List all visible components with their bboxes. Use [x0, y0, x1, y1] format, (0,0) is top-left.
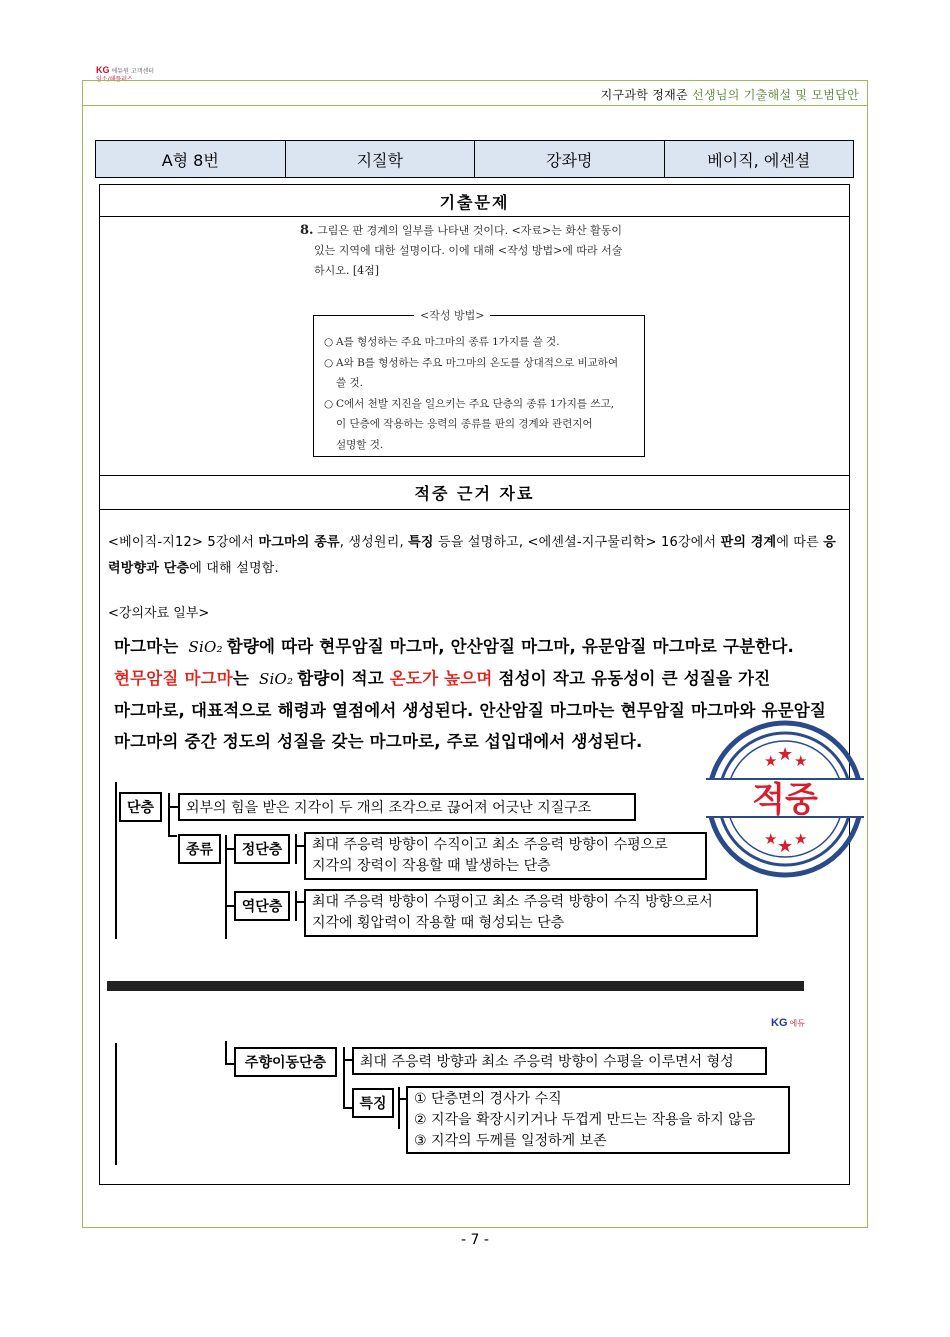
- lecture-text: 함량이 적고: [297, 669, 390, 688]
- tree-connector: [343, 1059, 352, 1061]
- tree-connector: [398, 1087, 400, 1129]
- evidence-part: 등을 설명하고, <에센셜-지구물리학> 16강에서: [433, 535, 721, 550]
- section-title-evidence: 적중 근거 자료: [414, 483, 535, 503]
- section-divider: [100, 216, 849, 217]
- method-line: A와 B를 형성하는 주요 마그마의 온도를 상대적으로 비교하여: [336, 356, 619, 369]
- reverse-fault-label: 역단층: [234, 891, 290, 921]
- bullet-icon: ○: [324, 336, 334, 348]
- strike-slip-fault-desc: 최대 주응력 방향과 최소 주응력 방향이 수평을 이루면서 형성: [352, 1047, 767, 1075]
- tree-connector: [168, 793, 170, 836]
- section-title-exam: 기출문제: [439, 192, 510, 212]
- reverse-fault-desc-line: 지각에 횡압력이 작용할 때 형성되는 단층: [312, 915, 565, 931]
- kg-edu-logo: [771, 1017, 805, 1029]
- svg-text:★: ★: [794, 830, 808, 848]
- normal-fault-desc-line: 최대 주응력 방향이 수직이고 최소 주응력 방향이 수평으로: [312, 837, 668, 853]
- normal-fault-desc-line: 지각의 장력이 작용할 때 발생하는 단층: [312, 858, 551, 874]
- method-line: 이 단층에 작용하는 응력의 종류를 판의 경계와 관련지어: [336, 418, 593, 430]
- strike-slip-fault-label: 주향이동단층: [234, 1047, 337, 1077]
- tree-connector: [225, 835, 227, 939]
- lecture-text: 는: [232, 669, 250, 688]
- writing-method-title: <작성 방법>: [414, 307, 490, 323]
- tree-connector: [225, 1063, 234, 1065]
- tree-connector: [343, 1047, 345, 1109]
- logo-brand-small: 고객센터: [130, 67, 155, 75]
- reverse-fault-desc: [304, 889, 758, 937]
- lecture-line: 마그마로, 대표적으로 해령과 열점에서 생성된다. 안산암질 마그마는 현무암질 마그마와 유문암질: [114, 701, 826, 720]
- evidence-bold: 특징: [408, 535, 434, 550]
- lecture-line: 마그마의 중간 정도의 성질을 갖는 마그마로, 주로 섭입대에서 생성된다.: [114, 732, 643, 751]
- kg-small-sub: 에듀: [789, 1018, 805, 1028]
- tree-connector: [225, 848, 234, 850]
- writing-method-box: [313, 309, 645, 457]
- evidence-part: 에 대해 설명함.: [189, 561, 279, 576]
- formula-sio2: SiO₂: [188, 638, 223, 656]
- tree-connector: [295, 901, 304, 903]
- normal-fault-label: 정단층: [234, 834, 290, 864]
- fault-types-label: 종류: [178, 834, 221, 864]
- tree-connector: [225, 905, 234, 907]
- method-item: [324, 394, 638, 456]
- lecture-text: 점성이 작고 유동성이 큰 성질을 가진: [492, 669, 771, 688]
- info-question-id: A형 8번: [96, 141, 286, 177]
- evidence-part: , 생성원리,: [339, 535, 409, 550]
- features-label: 특징: [352, 1088, 394, 1118]
- header-prefix: 지구과학 정재준: [600, 88, 688, 102]
- hit-stamp-icon: [706, 720, 864, 878]
- feature-item: ② 지각을 확장시키거나 두껍게 만드는 작용을 하지 않음: [414, 1111, 756, 1128]
- evidence-bold: 판의 경계: [720, 535, 777, 550]
- svg-text:★: ★: [777, 744, 794, 765]
- tree-connector: [295, 834, 297, 864]
- tree-connector: [168, 835, 177, 837]
- info-table: [95, 140, 854, 178]
- lecture-text: 마그마는: [114, 637, 179, 656]
- bullet-icon: ○: [324, 356, 334, 369]
- tree-connector: [225, 1041, 227, 1065]
- question-line1: 그림은 판 경계의 일부를 나타낸 것이다. <자료>는 화산 활동이: [317, 224, 623, 237]
- method-line: C에서 천발 지진을 일으키는 주요 단층의 종류 1가지를 쓰고,: [336, 397, 615, 410]
- fault-label: 단층: [119, 792, 162, 822]
- tree-connector: [168, 806, 178, 808]
- method-line: A를 형성하는 주요 마그마의 종류 1가지를 쓸 것.: [336, 336, 560, 348]
- lecture-highlight: 현무암질 마그마: [114, 669, 233, 688]
- evidence-bold: 응력방향과 단층: [108, 535, 837, 576]
- question-number: 8.: [300, 223, 314, 238]
- method-line: 설명할 것.: [336, 438, 384, 451]
- method-item: [324, 353, 638, 394]
- lecture-highlight: 온도가 높으며: [389, 669, 493, 688]
- header-rule: [83, 105, 867, 106]
- reverse-fault-desc-line: 최대 주응력 방향이 수평이고 최소 주응력 방향이 수직 방향으로서: [312, 894, 713, 910]
- writing-method-list: [324, 332, 638, 455]
- info-course-label: 강좌명: [475, 141, 665, 177]
- svg-text:★: ★: [794, 752, 808, 770]
- fault-definition: 외부의 힘을 받은 지각이 두 개의 조각으로 끊어져 어긋난 지질구조: [178, 793, 636, 821]
- question-text: [300, 221, 650, 281]
- logo-brand-name: 에듀원: [111, 67, 129, 75]
- method-line: 쓸 것.: [336, 377, 363, 389]
- question-line3: 하시오. [4점]: [314, 264, 380, 277]
- question-line2: 있는 지역에 대한 설명이다. 이에 대해 <작성 방법>에 따라 서술: [314, 244, 623, 257]
- header-highlight: 선생님의 기출해설 및 모범답안: [692, 88, 859, 102]
- evidence-text: [108, 530, 843, 582]
- logo-sub: 임소/해플러스: [96, 76, 133, 83]
- svg-text:★: ★: [777, 836, 794, 857]
- feature-item: ① 단층면의 경사가 수직: [414, 1090, 562, 1107]
- info-subject: 지질학: [286, 141, 476, 177]
- lecture-text: 함량에 따라 현무암질 마그마, 안산암질 마그마, 유문암질 마그마로 구분한다.: [226, 637, 794, 656]
- lecture-line: [114, 631, 844, 663]
- tree-connector: [295, 891, 297, 921]
- info-course-name: 베이직, 에센셜: [707, 150, 811, 170]
- tree-connector: [343, 1107, 352, 1109]
- evidence-bold: 마그마의 종류: [258, 535, 340, 550]
- normal-fault-desc: [304, 832, 707, 880]
- section-divider-bar: [107, 981, 804, 991]
- method-item: [324, 332, 638, 353]
- main-box: [99, 184, 850, 1185]
- tree-connector: [115, 782, 117, 939]
- kg-small-brand: KG: [771, 1017, 788, 1029]
- lecture-label: <강의자료 일부>: [108, 606, 210, 621]
- evidence-part: 에 따른: [776, 535, 824, 550]
- logo-brand: KG: [96, 65, 110, 75]
- evidence-part: <베이직-지12> 5강에서: [108, 535, 259, 550]
- svg-text:★: ★: [764, 752, 778, 770]
- tree-connector: [295, 845, 304, 847]
- page-number: - 7 -: [461, 1232, 489, 1248]
- feature-item: ③ 지각의 두께를 일정하게 보존: [414, 1132, 607, 1149]
- stamp-text: 적중: [752, 780, 818, 820]
- lecture-line: [114, 663, 844, 695]
- section-divider: [100, 509, 849, 510]
- formula-sio2: SiO₂: [259, 670, 294, 688]
- svg-text:★: ★: [764, 830, 778, 848]
- bullet-icon: ○: [324, 397, 334, 410]
- header-title: [601, 86, 859, 103]
- features-desc: [406, 1086, 790, 1154]
- tree-connector: [115, 1043, 117, 1165]
